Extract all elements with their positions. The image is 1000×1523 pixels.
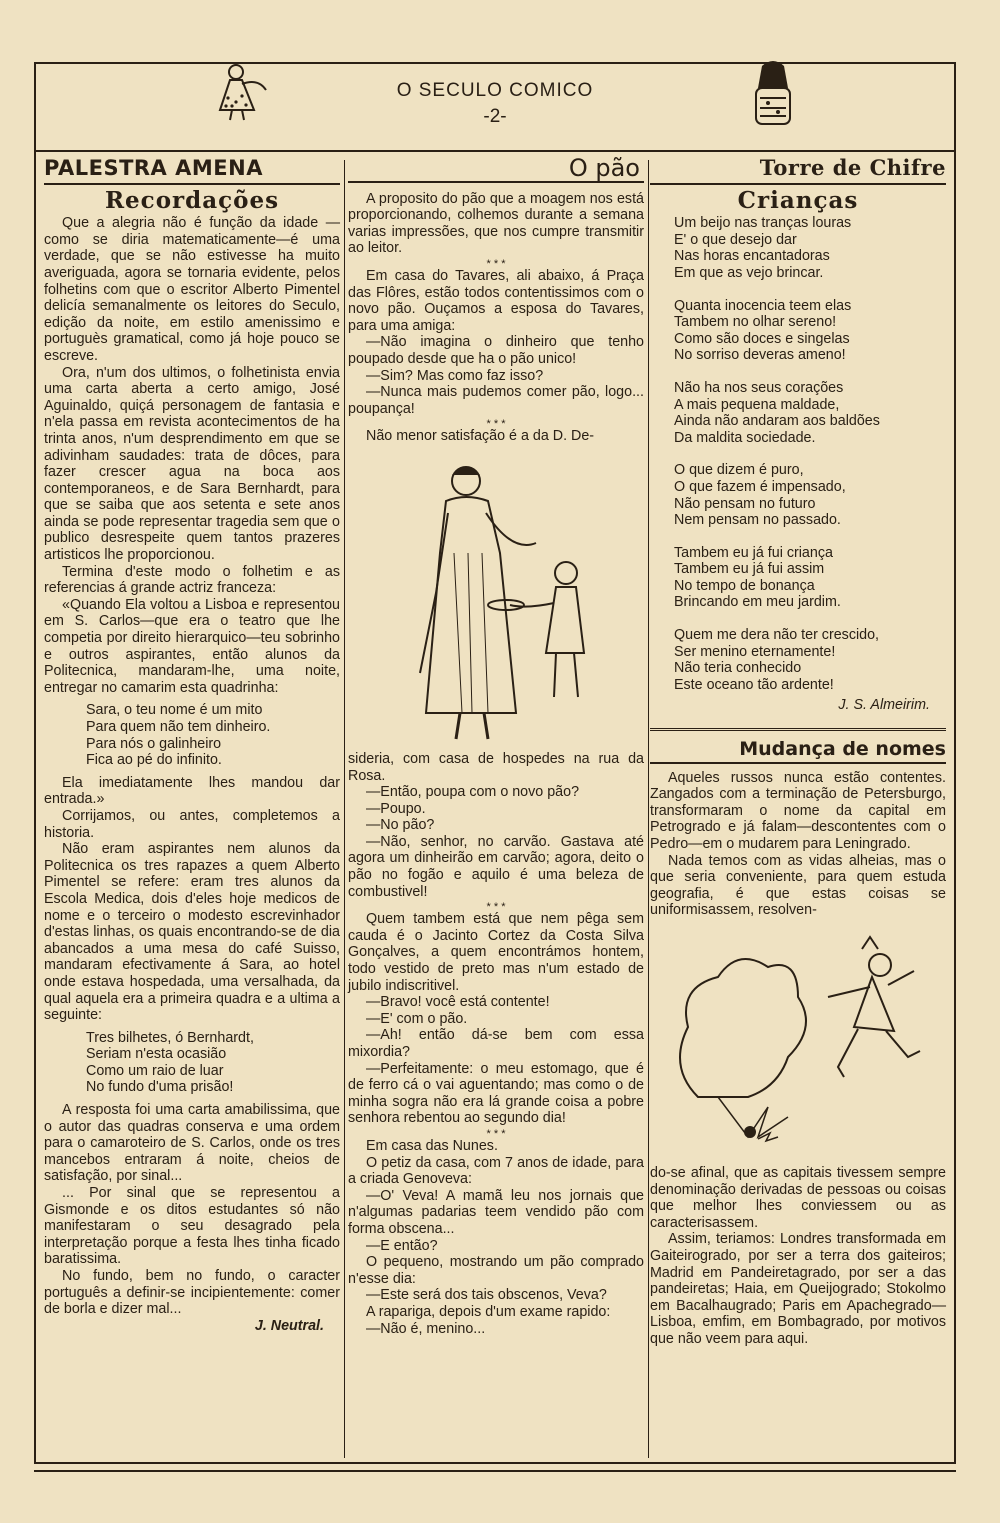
stanza <box>674 298 946 364</box>
newspaper-title: O SECULO COMICO <box>396 80 594 101</box>
paragraph: O pequeno, mostrando um pão comprado n'esse dia: <box>348 1254 644 1287</box>
paragraph: Corrijamos, ou antes, completemos a historia. <box>44 807 340 841</box>
poem-line: Brincando em meu jardim. <box>674 594 841 611</box>
asterism: * * * <box>486 1127 506 1140</box>
poem-line: A mais pequena maldade, <box>674 396 840 413</box>
woman-and-child-illustration <box>376 453 616 743</box>
poem-line: Não pensam no futuro <box>674 495 816 512</box>
verse-line: No fundo d'uma prisão! <box>86 1079 234 1096</box>
paragraph: —Não é, menino... <box>366 1320 486 1337</box>
poem-line: Nem pensam no passado. <box>674 512 841 529</box>
paragraph: ... Por sinal que se representou a Gismonde e os ditos estudantes só não manifestaram o seu desagrado pela interpretação porque a festa lhes tinha ficado baratissima. <box>44 1185 340 1268</box>
column-torre-de-chifre <box>650 155 946 1348</box>
poem-line: Tambem no olhar sereno! <box>674 314 837 331</box>
paragraph: A proposito do pão que a moagem nos está proporcionando, colhemos durante a semana varias impressões, que nos cumpre transmitir ao leitor. <box>348 190 644 257</box>
poem <box>650 215 946 693</box>
explosion-cartoon-illustration <box>658 927 938 1157</box>
verse-line: Como um raio de luar <box>86 1062 224 1079</box>
paragraph: Aqueles russos nunca estão contentes. Zangados com a terminação de Petersburgo, transformaram o nome da capital em Petrogrado e já falam—descontentes com o Pedro—em o mudarem para Leningrado. <box>650 769 946 852</box>
signature: J. S. Almeirim. <box>838 697 930 714</box>
poem-line: Quanta inocencia teem elas <box>674 297 852 314</box>
paragraph: —Não, senhor, no carvão. Gastava até agora um dinheirão em carvão; agora, deito o pão no fogão e aquilo é uma beleza de combustivel! <box>348 833 644 900</box>
paragraph: Em casa do Tavares, ali abaixo, á Praça das Flôres, estão todos contentissimos com o novo pão. Ouçamos a esposa do Tavares, para uma amiga: <box>348 267 644 334</box>
paragraph: A resposta foi uma carta amabilissima, que o autor das quadras conserva e uma ordem para o camaroteiro de S. Carlos, onde os tres mancebos entraram á noite, cheios de satisfação, por sinal... <box>44 1102 340 1185</box>
poem-line: Da maldita sociedade. <box>674 429 816 446</box>
poem-line: Nas horas encantadoras <box>674 248 830 265</box>
paragraph: Nada temos com as vidas alheias, mas o que seria conveniente, para quem estuda geografia, é que estas coisas se uniformisassem, resolven- <box>650 852 946 919</box>
verse-line: Seriam n'esta ocasião <box>86 1046 227 1063</box>
stanza <box>674 380 946 446</box>
paragraph: —E' com o pão. <box>366 1010 468 1027</box>
paragraph: —Ah! então dá-se bem com essa mixordia? <box>348 1027 644 1060</box>
poem-line: Ser menino eternamente! <box>674 643 836 660</box>
poem-title: Crianças <box>737 186 859 214</box>
hooded-figure-icon <box>748 58 798 138</box>
paragraph: —O' Veva! A mamã leu nos jornais que n'algumas padarias teem vendido pão com forma obscena... <box>348 1187 644 1237</box>
paragraph: —Nunca mais pudemos comer pão, logo... poupança! <box>348 384 644 417</box>
poem-line: Ainda não andaram aos baldões <box>674 413 880 430</box>
verse <box>86 702 340 768</box>
asterism: * * * <box>486 257 506 270</box>
stanza <box>674 462 946 528</box>
poem-line: Em que as vejo brincar. <box>674 264 824 281</box>
paragraph: «Quando Ela voltou a Lisboa e representou em S. Carlos—que era o teatro que lhe competia por direito hierarquico—teu sobrinho e outros aspirantes, então alunos da Politecnica, mandaram-lhe, uma noite, entregar no camarim esta quadrinha: <box>44 596 340 696</box>
asterism: * * * <box>486 418 506 431</box>
poem-line: Tambem eu já fui criança <box>674 544 833 561</box>
paragraph: —Perfeitamente: o meu estomago, que é de ferro cá o vai aguentando; mas como o de minha sogra não era lá grande coisa a pobre senhora rebentou ao segundo dia! <box>348 1060 644 1127</box>
asterism: * * * <box>486 901 506 914</box>
stanza <box>674 215 946 281</box>
paragraph: —Sim? Mas como faz isso? <box>366 367 544 384</box>
page-number: -2- <box>483 106 507 127</box>
paragraph: sideria, com casa de hospedes na rua da Rosa. <box>348 750 644 784</box>
poem-line: O que fazem é impensado, <box>674 478 846 495</box>
section-heading: PALESTRA AMENA <box>44 160 340 185</box>
poem-line: Este oceano tão ardente! <box>674 676 834 693</box>
page-frame <box>34 62 956 1464</box>
poem-line: No sorriso deveras ameno! <box>674 347 846 364</box>
stanza <box>674 627 946 693</box>
section-heading: Torre de Chifre <box>650 160 946 185</box>
paragraph: —Não imagina o dinheiro que tenho poupado desde que ha o pão unico! <box>348 334 644 367</box>
poem-line: Quem me dera não ter crescido, <box>674 627 880 644</box>
poem-line: Um beijo nas tranças louras <box>674 215 852 232</box>
column-o-pao <box>348 154 644 1337</box>
paragraph: O petiz da casa, com 7 anos de idade, para a criada Genoveva: <box>348 1154 644 1188</box>
section-divider <box>650 728 946 731</box>
bottom-rule <box>34 1470 956 1472</box>
paragraph: A rapariga, depois d'um exame rapido: <box>366 1303 611 1320</box>
verse <box>86 1030 340 1096</box>
poem-line: No tempo de bonança <box>674 577 815 594</box>
section-heading: O pão <box>348 160 644 183</box>
paragraph: Assim, teriamos: Londres transformada em Gaiteirogrado, por ser a terra dos gaiteiros; Madrid em Pandeiretagrado, por ser a das pandeiretas; Haia, em Queijogrado; Stokolmo em Bacalhaugrado; Paris em Apachegrado—Lisboa, emfim, em Bombagrado, por motivos que não veem para aqui. <box>650 1231 946 1347</box>
paragraph: —Então, poupa com o novo pão? <box>366 784 580 801</box>
poem-line: Tambem eu já fui assim <box>674 561 825 578</box>
poem-line: Como são doces e singelas <box>674 330 850 347</box>
paragraph: Não menor satisfação é a da D. De- <box>366 428 595 445</box>
paragraph: —E então? <box>366 1237 438 1254</box>
column-rule <box>648 160 649 1458</box>
paragraph: do-se afinal, que as capitais tivessem sempre denominação derivadas de pessoas ou coisas que melhor lhes conviessem ou as caracterisassem. <box>650 1164 946 1231</box>
paragraph: No fundo, bem no fundo, o caracter português a definir-se incipientemente: comer de borla e dizer mal... <box>44 1268 340 1318</box>
paragraph: —Poupo. <box>366 800 426 817</box>
column-palestra-amena <box>44 156 340 1334</box>
verse-line: Para quem não tem dinheiro. <box>86 719 271 735</box>
poem-line: Não ha nos seus corações <box>674 379 844 396</box>
paragraph: —Bravo! você está contente! <box>366 994 550 1011</box>
stanza <box>674 545 946 611</box>
poem-line: O que dizem é puro, <box>674 462 804 479</box>
masthead <box>36 64 954 152</box>
paragraph: —No pão? <box>366 817 435 834</box>
paragraph: Ela imediatamente lhes mandou dar entrada.» <box>44 774 340 808</box>
paragraph: Quem tambem está que nem pêga sem cauda é o Jacinto Cortez da Costa Silva Gonçalves, a quem encontrámos hontem, todo vestido de preto mas n'um estado de jubilo indiscritivel. <box>348 911 644 994</box>
column-rule <box>344 160 345 1458</box>
poem-line: E' o que desejo dar <box>674 231 797 248</box>
paragraph: Em casa das Nunes. <box>366 1137 498 1154</box>
paragraph: —Este será dos tais obscenos, Veva? <box>366 1287 607 1304</box>
paragraph: Não eram aspirantes nem alunos da Politecnica os tres rapazes a quem Alberto Pimentel se refere: eram tres alunos da Escola Medica, dois d'eles hoje medicos de nome e o terceiro o modesto escrevinhador d'estas linhas, os quais encontrando-se de dia abancados a uma mesa do café Suisso, mandaram efectivamente á Sara, ao hotel onde estava hospedada, uma versalhada, da qual aquela era a primeira quadra e a ultima a seguinte: <box>44 841 340 1024</box>
verse-line: Para nós o galinheiro <box>86 735 222 752</box>
verse-line: Sara, o teu nome é um mito <box>86 702 263 719</box>
signature: J. Neutral. <box>254 1317 324 1334</box>
paragraph: Ora, n'um dos ultimos, o folhetinista envia uma carta aberta a certo amigo, José Aguinaldo, quiçá personagem de fantasia e n'ela passa em revista acontecimentos de ha trinta anos, n'um desprendimento em que se adivinham saudades: trata de dôces, para fazer crescer agua na boca aos contemporaneos, e de Sara Bernhardt, para que se saiba que aos setenta e sete anos ainda se pode representar tragedia sem que o publico desrespeite quem tantos prazeres artisticos lhe proporcionou. <box>44 364 340 564</box>
paragraph: Termina d'este modo o folhetim e as referencias á grande actriz franceza: <box>44 563 340 597</box>
paragraph: Que a alegria não é função da idade —como se diria matematicamente—é uma verdade, que se não estivesse ha muito averiguada, agora se tornaria evidente, pelos folhetins com que o escritor Alberto Pimentel delicía semanalmente os leitores do Seculo, edição da noite, em estilo amenissimo e portuguès gramatical, como já hoje pouco se escreve. <box>44 215 340 364</box>
section-heading: Mudança de nomes <box>650 741 946 764</box>
article-title: Recordações <box>104 186 280 214</box>
verse-line: Fica ao pé do infinito. <box>86 752 222 769</box>
poem-line: Não teria conhecido <box>674 660 802 677</box>
verse-line: Tres bilhetes, ó Bernhardt, <box>86 1029 254 1046</box>
